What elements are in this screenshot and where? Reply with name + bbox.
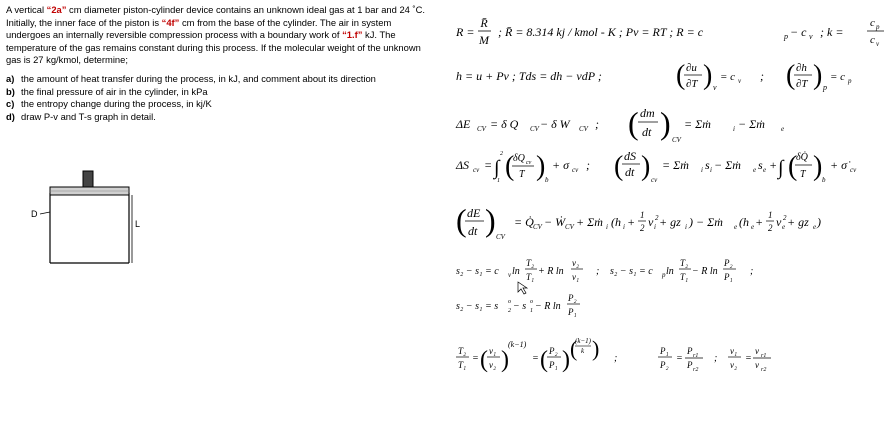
- svg-text:R̄: R̄: [480, 16, 488, 30]
- svg-text:− R ln: − R ln: [535, 301, 561, 312]
- svg-text:P₁: P₁: [568, 307, 577, 317]
- svg-text:cv: cv: [850, 166, 857, 174]
- svg-text:v₁: v₁: [572, 272, 580, 282]
- svg-text:v: v: [648, 215, 654, 229]
- svg-text:): ): [813, 151, 823, 182]
- svg-text:P₂: P₂: [549, 346, 558, 356]
- svg-text:): ): [813, 60, 823, 91]
- length-label: L: [135, 219, 141, 229]
- svg-text:): ): [703, 60, 713, 91]
- svg-text:ΔS: ΔS: [456, 158, 470, 172]
- svg-text:+ gz: + gz: [787, 215, 809, 229]
- svg-text:(h: (h: [611, 215, 621, 229]
- svg-text:o: o: [530, 299, 533, 305]
- svg-text:): ): [501, 347, 509, 373]
- piston-cylinder-figure: [28, 165, 153, 265]
- svg-text:s: s: [705, 158, 710, 172]
- svg-text:i: i: [654, 223, 656, 231]
- question-part-c: c) the entropy change during the process, in kj/K: [6, 98, 212, 110]
- svg-text:o: o: [508, 299, 511, 305]
- svg-text:p: p: [784, 32, 788, 41]
- svg-text:b: b: [822, 176, 826, 184]
- value-1f: “1.f”: [342, 29, 363, 41]
- svg-text:=: =: [532, 353, 539, 364]
- svg-text:i: i: [710, 166, 712, 174]
- svg-text:(: (: [614, 151, 624, 182]
- svg-text:=: =: [484, 158, 493, 172]
- svg-text:;: ;: [596, 266, 600, 277]
- svg-text:2: 2: [655, 214, 659, 222]
- question-part-d: d) draw P-v and T-s graph in detail.: [6, 110, 156, 122]
- svg-text:c: c: [870, 17, 875, 29]
- svg-text:v₂: v₂: [572, 258, 580, 268]
- svg-text:− Σṁ: − Σṁ: [714, 158, 741, 172]
- svg-text:v₁: v₁: [489, 346, 497, 356]
- svg-text:;: ;: [750, 266, 754, 277]
- svg-text:+ R ln: + R ln: [538, 266, 564, 277]
- svg-text:r2: r2: [761, 367, 767, 373]
- svg-text:1: 1: [768, 210, 773, 220]
- svg-text:v: v: [776, 215, 782, 229]
- svg-text:T₂: T₂: [458, 346, 467, 356]
- svg-text:− R ln: − R ln: [692, 266, 718, 277]
- svg-text:− δ W: − δ W: [540, 117, 570, 131]
- svg-text:+ σ̇: + σ̇: [830, 158, 848, 172]
- svg-text:v₂: v₂: [489, 360, 497, 370]
- svg-text:p: p: [662, 271, 666, 279]
- svg-text:dt: dt: [468, 224, 478, 238]
- svg-text:T₂: T₂: [680, 258, 689, 268]
- svg-text:+ gz: + gz: [659, 215, 681, 229]
- svg-text:T₁: T₁: [680, 272, 689, 282]
- svg-text:=: =: [472, 353, 479, 364]
- svg-text:+ Σṁ: + Σṁ: [576, 215, 603, 229]
- svg-text:;: ;: [760, 69, 764, 83]
- svg-text:cv: cv: [473, 166, 480, 174]
- svg-text:s₂ − s₁ = c: s₂ − s₁ = c: [610, 266, 653, 277]
- svg-text:i: i: [623, 223, 625, 231]
- entropy-change-ideal-gas: [456, 258, 753, 294]
- svg-text:;: ;: [714, 353, 718, 364]
- svg-text:p: p: [876, 23, 880, 31]
- problem-intro: A vertical “2a” cm diameter piston-cylinder device contains an unknown ideal gas at 1 bar and 24 ˚C. Initially, the inner face of the piston is “4f” cm from the base of the cylinder. The air in system undergoes an internally reversible compression process with a boundary work of “1.f” kJ. The temperature of the gas remains constant during this process. If the molecular weight of the unknown gas is 27 kg/kmol, determine;: [6, 4, 425, 66]
- svg-text:CV: CV: [565, 223, 574, 231]
- svg-text:c: c: [870, 34, 875, 46]
- value-4f: “4f”: [161, 16, 180, 28]
- svg-text:P₁: P₁: [549, 360, 558, 370]
- svg-text:): ): [485, 202, 496, 238]
- svg-text:v: v: [508, 271, 512, 279]
- svg-text:dS: dS: [624, 149, 636, 163]
- svg-text:cv: cv: [526, 160, 532, 166]
- isentropic-relations: [456, 336, 771, 373]
- svg-text:δQ: δQ: [513, 153, 525, 164]
- svg-text:(: (: [505, 151, 515, 182]
- svg-text:i: i: [685, 223, 687, 231]
- svg-text:; R̄ = 8.314 kj / kmol - K ; P: ; R̄ = 8.314 kj / kmol - K ; Pv = RT ; R = c: [498, 25, 704, 39]
- svg-text:= Q̇: = Q̇: [514, 215, 534, 229]
- svg-text:P: P: [687, 346, 693, 356]
- svg-text:;: ;: [586, 158, 590, 172]
- svg-text:;: ;: [595, 117, 599, 131]
- svg-text:e: e: [763, 166, 767, 174]
- svg-text:= c: = c: [830, 71, 846, 83]
- diameter-label: D: [31, 209, 38, 219]
- svg-text:s₂ − s₁ = c: s₂ − s₁ = c: [456, 266, 499, 277]
- entropy-change-tables: [456, 293, 580, 317]
- svg-text:e: e: [753, 166, 757, 174]
- svg-text:1: 1: [497, 178, 500, 184]
- svg-text:b: b: [545, 176, 549, 184]
- svg-text:): ): [592, 336, 600, 361]
- svg-text:(: (: [480, 347, 488, 373]
- svg-text:M: M: [479, 33, 489, 47]
- svg-text:+: +: [769, 158, 778, 172]
- svg-text:ln: ln: [666, 266, 674, 277]
- diameter-leader: [40, 212, 50, 214]
- svg-text:e: e: [813, 223, 817, 231]
- entropy-balance: [455, 149, 857, 184]
- svg-text:i: i: [701, 166, 703, 174]
- svg-text:dt: dt: [642, 125, 652, 139]
- svg-text:v: v: [755, 360, 759, 370]
- svg-text:(: (: [570, 336, 578, 361]
- svg-text:T₁: T₁: [458, 360, 467, 370]
- svg-text:): ): [817, 215, 821, 229]
- svg-text:(: (: [628, 105, 639, 141]
- svg-text:ln: ln: [512, 266, 520, 277]
- equations-panel: [448, 0, 891, 424]
- question-parts: [6, 73, 436, 123]
- svg-text:dE: dE: [467, 206, 481, 220]
- svg-text:dt: dt: [625, 165, 635, 179]
- svg-text:cv: cv: [572, 166, 579, 174]
- svg-text:): ): [641, 151, 651, 182]
- svg-text:− Σṁ: − Σṁ: [738, 117, 765, 131]
- svg-text:e: e: [734, 223, 738, 231]
- svg-text:p: p: [823, 83, 827, 92]
- svg-text:P₂: P₂: [660, 360, 669, 370]
- energy-mass-balance: [455, 105, 784, 144]
- svg-text:(k−1): (k−1): [508, 340, 527, 349]
- svg-text:=: =: [745, 353, 752, 364]
- svg-text:P: P: [687, 360, 693, 370]
- svg-text:(: (: [786, 60, 796, 91]
- svg-text:e: e: [751, 223, 755, 231]
- svg-text:(: (: [788, 151, 798, 182]
- problem-statement: [6, 4, 436, 123]
- svg-text:i: i: [733, 125, 735, 133]
- question-part-a: a) the amount of heat transfer during the process, in kJ, and comment about its direction: [6, 72, 376, 84]
- svg-text:2: 2: [768, 223, 773, 233]
- svg-text:CV: CV: [530, 125, 539, 133]
- svg-text:v: v: [876, 40, 880, 48]
- svg-text:2: 2: [500, 151, 503, 157]
- svg-text:): ): [536, 151, 546, 182]
- piston-weight: [83, 171, 93, 187]
- svg-text:s: s: [758, 158, 763, 172]
- svg-text:+: +: [627, 215, 636, 229]
- svg-text:− Ẇ: − Ẇ: [544, 215, 566, 229]
- svg-text:(: (: [456, 202, 467, 238]
- svg-text:− s: − s: [513, 301, 527, 312]
- svg-text:P₂: P₂: [724, 258, 733, 268]
- svg-text:T₁: T₁: [526, 272, 535, 282]
- svg-text:ΔE: ΔE: [456, 117, 471, 131]
- svg-text:;: ;: [614, 353, 618, 364]
- energy-rate-balance: [456, 202, 821, 241]
- svg-text:p: p: [848, 77, 852, 85]
- value-2a: “2a”: [46, 4, 67, 15]
- svg-text:CV: CV: [496, 233, 505, 241]
- svg-text:v: v: [755, 346, 759, 356]
- svg-text:= Σṁ: = Σṁ: [662, 158, 689, 172]
- svg-text:T₂: T₂: [526, 258, 535, 268]
- svg-text:∫: ∫: [494, 157, 500, 179]
- svg-text:CV: CV: [533, 223, 542, 231]
- svg-text:T: T: [800, 169, 806, 180]
- svg-text:(h: (h: [739, 215, 749, 229]
- svg-text:= δ Q: = δ Q: [490, 117, 519, 131]
- svg-text:P₁: P₁: [724, 272, 733, 282]
- svg-text:=: =: [676, 353, 683, 364]
- svg-text:CV: CV: [672, 136, 681, 144]
- svg-text:v: v: [738, 77, 742, 85]
- svg-text:2: 2: [783, 214, 787, 222]
- svg-text:2: 2: [508, 308, 511, 314]
- svg-text:e: e: [781, 125, 785, 133]
- svg-text:R =: R =: [456, 25, 475, 39]
- svg-text:v₁: v₁: [730, 346, 738, 356]
- svg-text:δQ̇: δQ̇: [796, 152, 808, 163]
- svg-text:v: v: [713, 83, 717, 92]
- svg-text:T: T: [519, 169, 525, 180]
- svg-text:= Σṁ: = Σṁ: [684, 117, 711, 131]
- svg-text:e: e: [782, 223, 786, 231]
- svg-text:= c: = c: [720, 71, 736, 83]
- svg-text:): ): [562, 347, 570, 373]
- svg-text:2: 2: [640, 223, 645, 233]
- svg-text:(k−1): (k−1): [575, 337, 591, 345]
- svg-text:k: k: [581, 347, 585, 355]
- svg-text:r2: r2: [693, 367, 699, 373]
- svg-text:∫: ∫: [778, 157, 784, 179]
- svg-text:1: 1: [640, 210, 645, 220]
- svg-text:i: i: [606, 223, 608, 231]
- svg-text:P₂: P₂: [568, 293, 577, 303]
- svg-text:P₁: P₁: [660, 346, 669, 356]
- enthalpy-equation: [456, 60, 852, 92]
- svg-text:∂T: ∂T: [796, 78, 808, 90]
- svg-text:∂u: ∂u: [686, 62, 697, 74]
- svg-text:dm: dm: [640, 106, 655, 120]
- svg-text:v₂: v₂: [730, 360, 738, 370]
- svg-text:) − Σṁ: ) − Σṁ: [689, 215, 723, 229]
- mouse-cursor-icon: [518, 282, 527, 294]
- svg-text:∂h: ∂h: [796, 62, 807, 74]
- svg-text:+: +: [755, 215, 764, 229]
- svg-text:r1: r1: [693, 353, 699, 359]
- svg-text:): ): [660, 105, 671, 141]
- svg-text:1: 1: [530, 308, 533, 314]
- question-part-b: b) the final pressure of air in the cylinder, in kPa: [6, 85, 208, 97]
- svg-text:v: v: [809, 32, 813, 41]
- svg-text:r1: r1: [761, 353, 767, 359]
- svg-text:CV: CV: [579, 125, 588, 133]
- gas-constant-equation: [455, 16, 884, 48]
- svg-text:(: (: [540, 347, 548, 373]
- svg-text:− c: − c: [790, 25, 807, 39]
- svg-text:(: (: [676, 60, 686, 91]
- svg-text:h = u + Pv ; Tds = dh − vdP: h = u + Pv ; Tds = dh − vdP ;: [456, 69, 602, 83]
- svg-text:s₂ − s₁ = s: s₂ − s₁ = s: [456, 301, 499, 312]
- svg-text:; k =: ; k =: [820, 25, 844, 39]
- svg-text:cv: cv: [651, 176, 658, 184]
- svg-text:∂T: ∂T: [686, 78, 698, 90]
- svg-text:+ σ: + σ: [552, 158, 570, 172]
- svg-text:CV: CV: [477, 125, 486, 133]
